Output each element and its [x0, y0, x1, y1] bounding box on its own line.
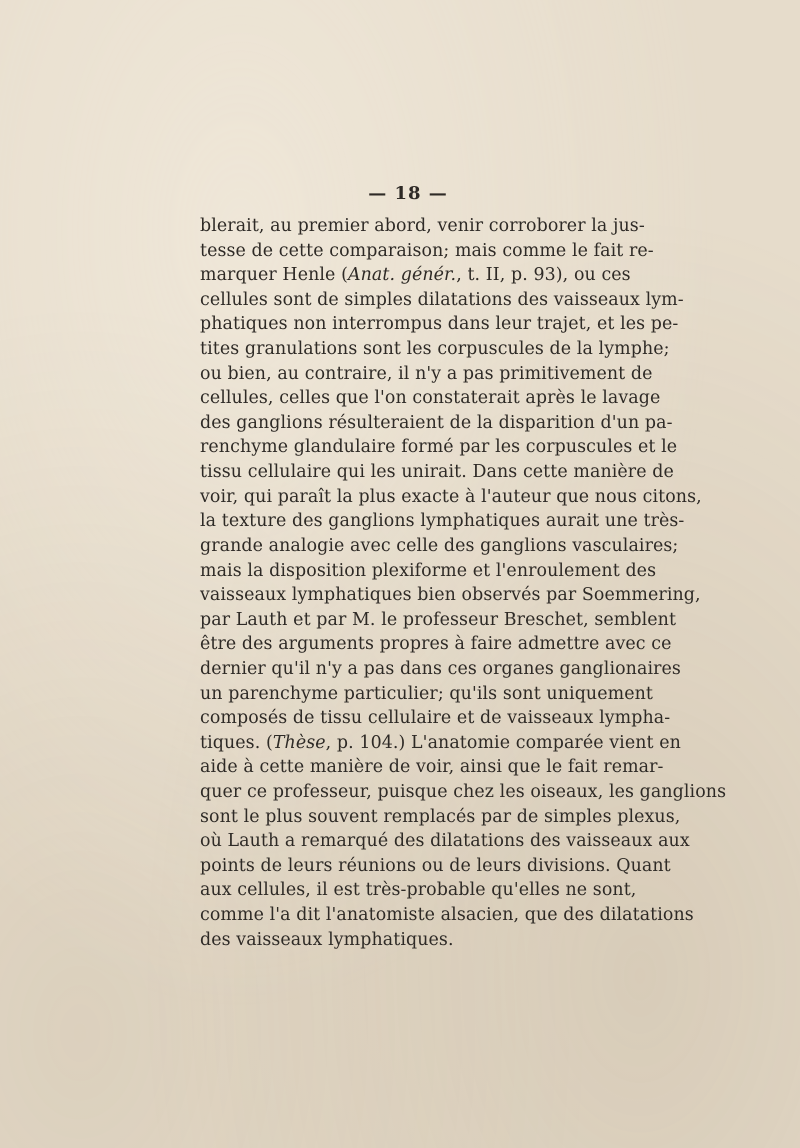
text-segment: tesse de cette comparaison; mais comme le fait re- [200, 240, 654, 261]
text-line [200, 682, 653, 707]
italic-citation: Anat. génér. [347, 265, 457, 286]
text-segment: , t. II, p. 93), ou ces [456, 265, 631, 286]
text-line [200, 706, 671, 731]
text-segment: points de leurs réunions ou de leurs divisions. Quant [200, 855, 671, 876]
text-segment: grande analogie avec celle des ganglions vasculaires; [200, 535, 679, 556]
text-segment: comme l'a dit l'anatomiste alsacien, que des dilatations [200, 905, 694, 926]
text-line [200, 632, 672, 657]
text-segment: être des arguments propres à faire admettre avec ce [200, 634, 672, 655]
text-line [200, 805, 681, 830]
text-segment: mais la disposition plexiforme et l'enroulement des [200, 560, 657, 581]
page-number: — 18 — [368, 183, 448, 204]
text-segment: par Lauth et par M. le professeur Breschet, semblent [200, 609, 677, 630]
text-segment: où Lauth a remarqué des dilatations des vaisseaux aux [200, 831, 690, 852]
text-line [200, 731, 681, 756]
text-line [200, 829, 690, 854]
text-segment: tiques. ( [200, 732, 273, 753]
text-segment: aide à cette manière de voir, ainsi que le fait remar- [200, 757, 664, 778]
text-line [200, 460, 674, 485]
text-line [200, 337, 670, 362]
text-line [200, 362, 653, 387]
text-line [200, 928, 626, 953]
text-line [200, 854, 671, 879]
text-line [200, 509, 685, 534]
text-segment: cellules, celles que l'on constaterait après le lavage [200, 388, 661, 409]
text-segment: quer ce professeur, puisque chez les oiseaux, les ganglions [200, 782, 727, 803]
text-segment: blerait, au premier abord, venir corroborer la jus- [200, 216, 645, 236]
text-segment: des ganglions résulteraient de la disparition d'un pa- [200, 412, 673, 433]
text-segment: voir, qui paraît la plus exacte à l'auteur que nous citons, [200, 486, 702, 507]
text-segment: cellules sont de simples dilatations des vaisseaux lym- [200, 289, 684, 310]
text-line [200, 559, 657, 584]
text-segment: sont le plus souvent remplacés par de simples plexus, [200, 806, 681, 827]
text-segment: renchyme glandulaire formé par les corpuscules et le [200, 437, 678, 458]
text-line [200, 263, 631, 288]
text-line [200, 435, 678, 460]
text-segment: un parenchyme particulier; qu'ils sont uniquement [200, 683, 653, 704]
text-line [200, 214, 645, 239]
text-line [200, 903, 694, 928]
text-segment: marquer Henle ( [200, 265, 348, 286]
text-line [200, 288, 684, 313]
text-segment: aux cellules, il est très-probable qu'elles ne sont, [200, 880, 637, 901]
text-line [200, 239, 654, 264]
text-segment: , p. 104.) L'anatomie comparée vient en [325, 732, 681, 753]
text-line [200, 755, 664, 780]
text-line [200, 312, 679, 337]
text-segment: tites granulations sont les corpuscules de la lymphe; [200, 339, 670, 360]
italic-citation: Thèse [272, 732, 326, 753]
body-text [200, 214, 727, 952]
text-line [200, 657, 681, 682]
text-line [200, 780, 727, 805]
text-segment: dernier qu'il n'y a pas dans ces organes ganglionaires [200, 658, 681, 679]
text-segment: vaisseaux lymphatiques bien observés par Soemmering, [200, 585, 701, 606]
text-line [200, 485, 702, 510]
text-line [200, 386, 661, 411]
text-line [200, 878, 637, 903]
text-segment: la texture des ganglions lymphatiques aurait une très- [200, 511, 685, 532]
text-segment: composés de tissu cellulaire et de vaisseaux lympha- [200, 708, 671, 729]
text-segment: des vaisseaux lymphatiques. [200, 929, 454, 950]
text-segment: phatiques non interrompus dans leur trajet, et les pe- [200, 314, 679, 335]
text-line [200, 411, 673, 436]
text-segment: tissu cellulaire qui les unirait. Dans cette manière de [200, 462, 674, 483]
text-line [200, 534, 679, 559]
text-segment: ou bien, au contraire, il n'y a pas primitivement de [200, 363, 653, 384]
text-line [200, 583, 701, 608]
text-line [200, 608, 677, 633]
